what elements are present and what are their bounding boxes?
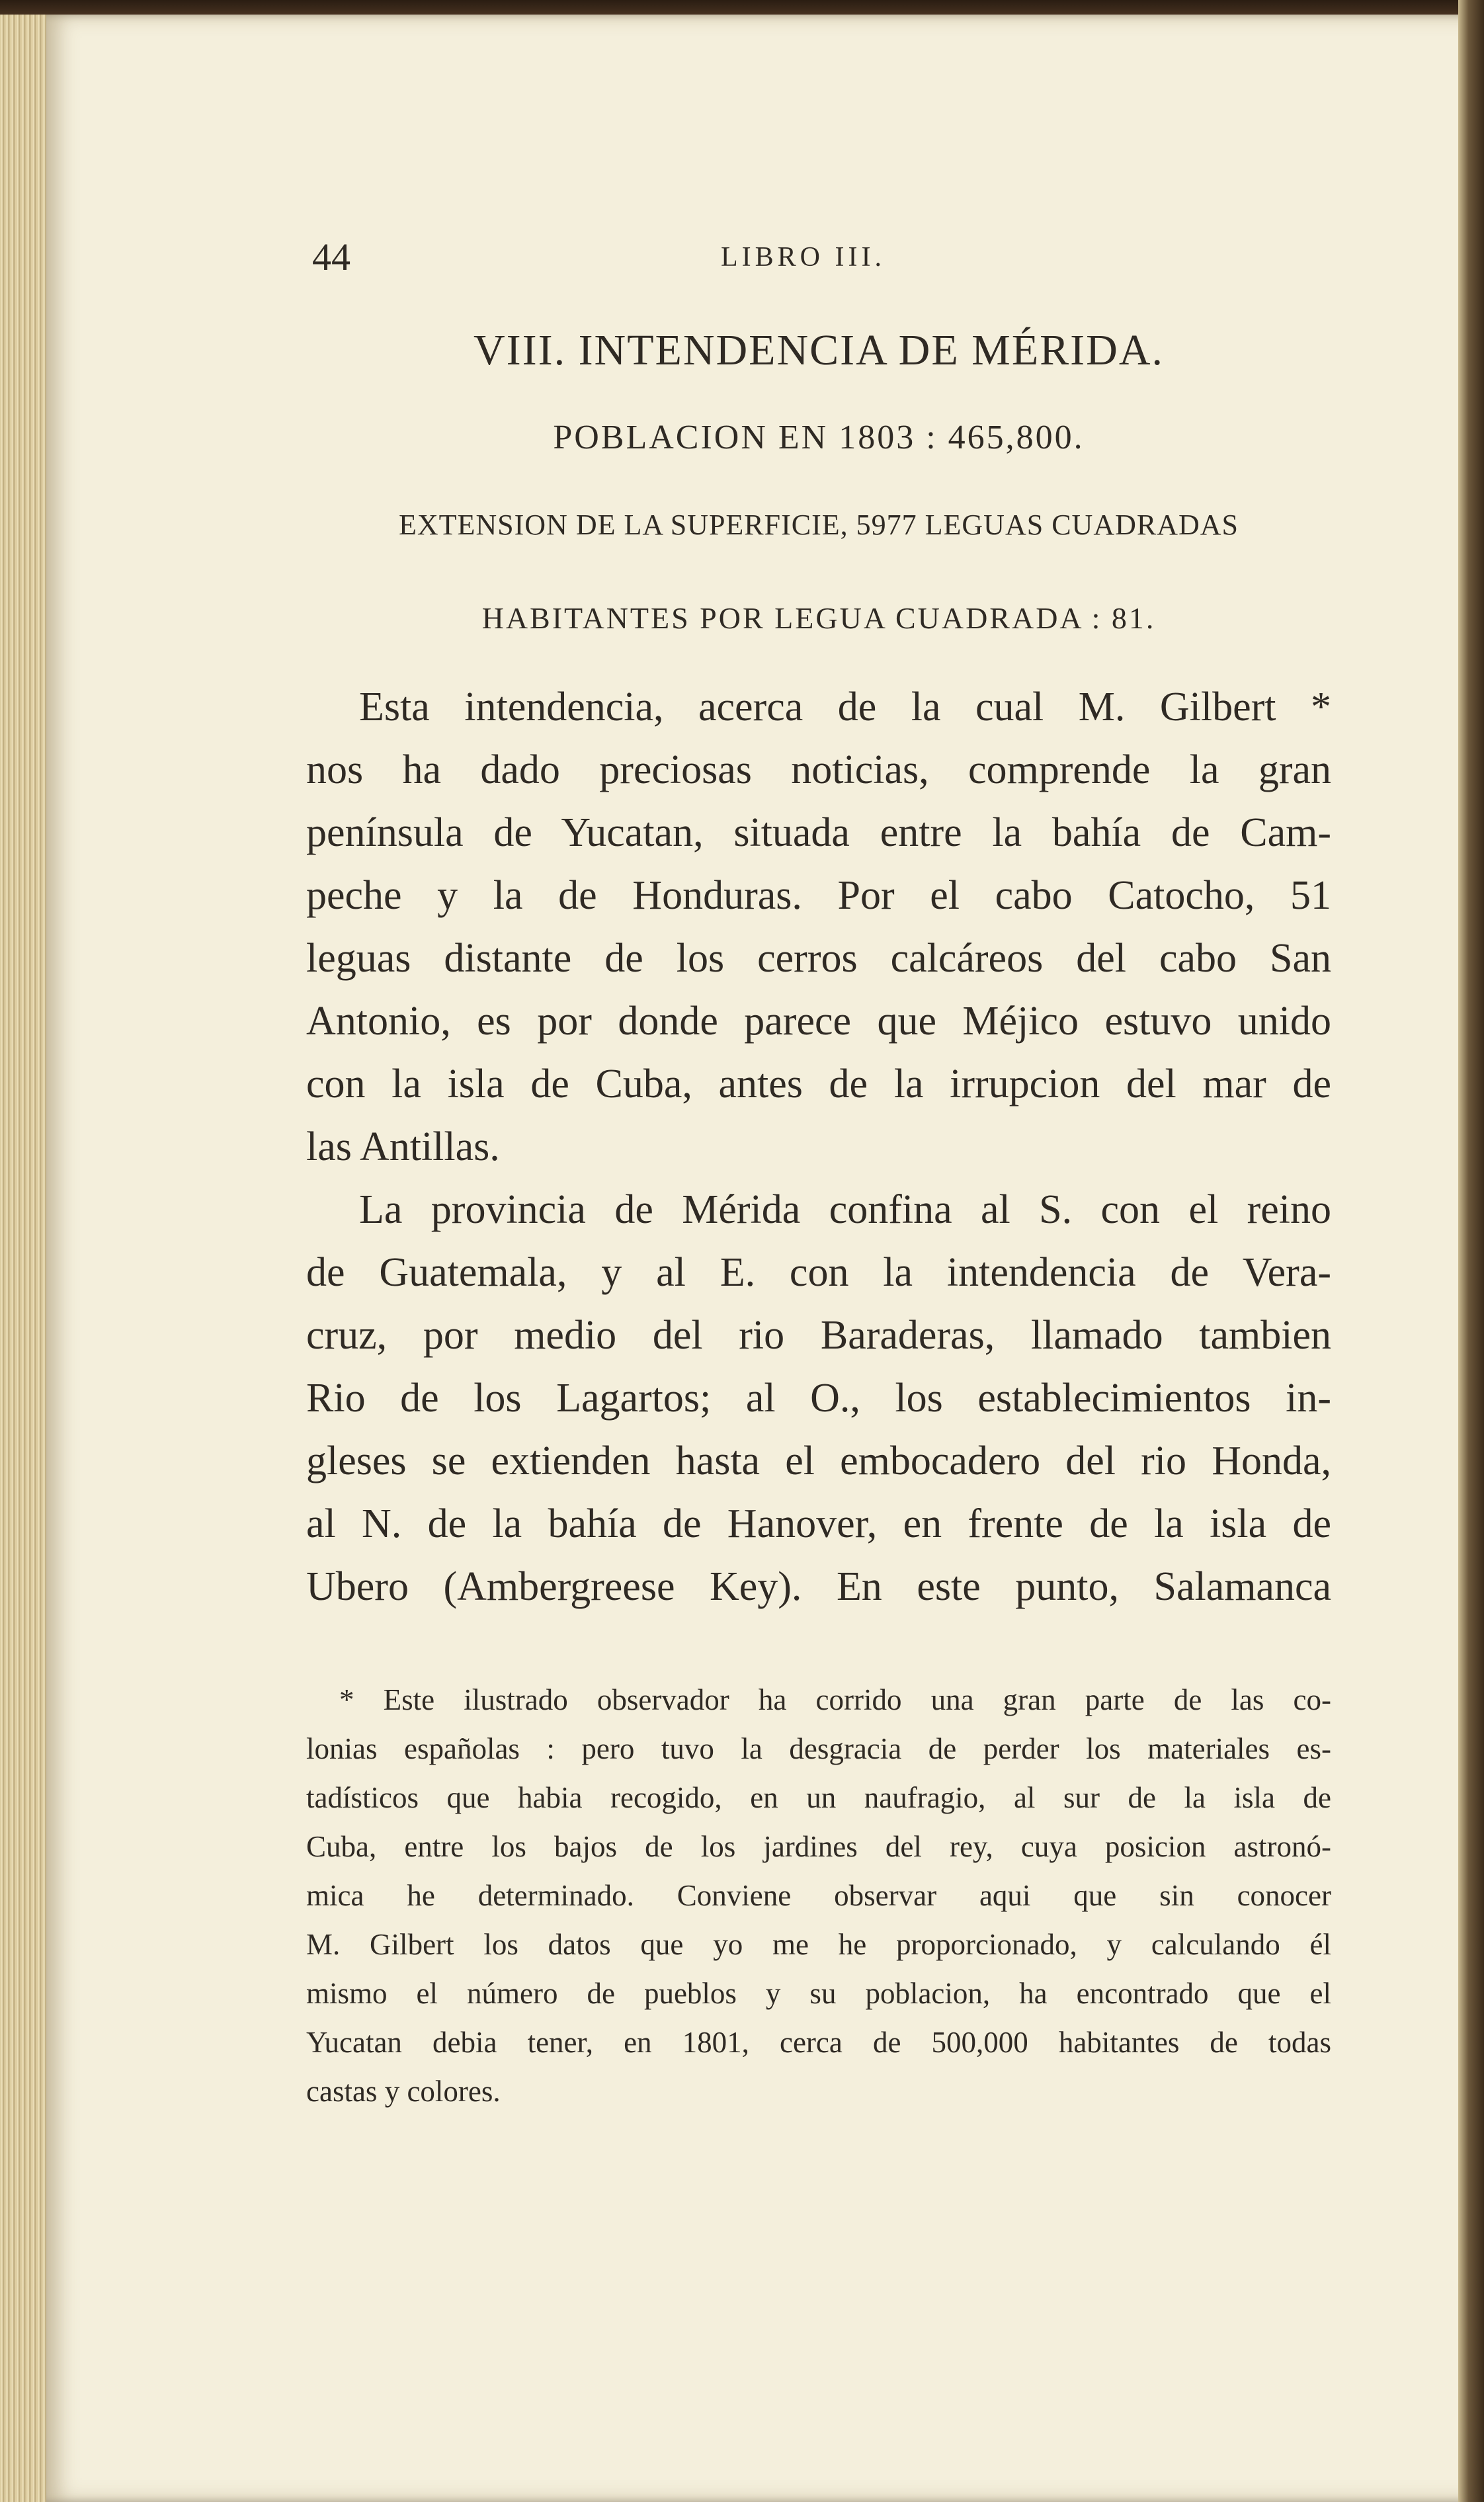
book-page-edges	[0, 15, 53, 2502]
paragraph-2-line: Ubero (Ambergreese Key). En este punto, Salamanca	[306, 1564, 1331, 1609]
paragraph-1-line: las Antillas.	[306, 1124, 500, 1169]
paragraph-1-line: península de Yucatan, situada entre la bahía de Cam-	[306, 810, 1331, 855]
footnote-line: Yucatan debia tener, en 1801, cerca de 500,000 habitantes de todas	[306, 2026, 1331, 2059]
footnote-line: castas y colores.	[306, 2075, 501, 2108]
page-number: 44	[312, 235, 350, 278]
footnote-line: * Este ilustrado observador ha corrido una gran parte de las co-	[339, 1683, 1331, 1716]
paragraph-1-line: con la isla de Cuba, antes de la irrupcion del mar de	[306, 1062, 1331, 1106]
paragraph-1-line: nos ha dado preciosas noticias, comprende la gran	[306, 747, 1331, 792]
paragraph-2-line: al N. de la bahía de Hanover, en frente de la isla de	[306, 1501, 1331, 1546]
paragraph-1-line: leguas distante de los cerros calcáreos del cabo San	[306, 936, 1331, 981]
paragraph-1-line: peche y la de Honduras. Por el cabo Catocho, 51	[306, 873, 1331, 918]
paragraph-2-line: Rio de los Lagartos; al O., los establecimientos in-	[306, 1376, 1331, 1421]
habitantes-line: HABITANTES POR LEGUA CUADRADA : 81.	[481, 601, 1156, 635]
book-right-edge	[1458, 0, 1484, 2502]
footnote-line: Cuba, entre los bajos de los jardines del rey, cuya posicion astronó-	[306, 1830, 1331, 1863]
poblacion-line: POBLACION EN 1803 : 465,800.	[553, 419, 1085, 456]
footnote-line: tadísticos que habia recogido, en un naufragio, al sur de la isla de	[306, 1781, 1331, 1814]
footnote-line: mica he determinado. Conviene observar aqui que sin conocer	[306, 1879, 1331, 1912]
paragraph-2-line: La provincia de Mérida confina al S. con el reino	[359, 1187, 1331, 1232]
paragraph-2-line: gleses se extienden hasta el embocadero del rio Honda,	[306, 1439, 1331, 1483]
paragraph-2-line: cruz, por medio del rio Baraderas, llamado tambien	[306, 1313, 1331, 1358]
paragraph-1-line: Antonio, es por donde parece que Méjico estuvo unido	[306, 999, 1331, 1044]
section-title: VIII. INTENDENCIA DE MÉRIDA.	[473, 326, 1164, 374]
footnote-line: M. Gilbert los datos que yo me he proporcionado, y calculando él	[306, 1928, 1331, 1961]
extension-line: EXTENSION DE LA SUPERFICIE, 5977 LEGUAS CUADRADAS	[398, 509, 1239, 541]
footnote-line: mismo el número de pueblos y su poblacion, ha encontrado que el	[306, 1977, 1331, 2010]
paragraph-2-line: de Guatemala, y al E. con la intendencia de Vera-	[306, 1250, 1331, 1295]
running-head: LIBRO III.	[721, 242, 886, 272]
paragraph-1-line: Esta intendencia, acerca de la cual M. Gilbert *	[359, 685, 1331, 730]
footnote-line: lonias españolas : pero tuvo la desgracia de perder los materiales es-	[306, 1732, 1331, 1765]
